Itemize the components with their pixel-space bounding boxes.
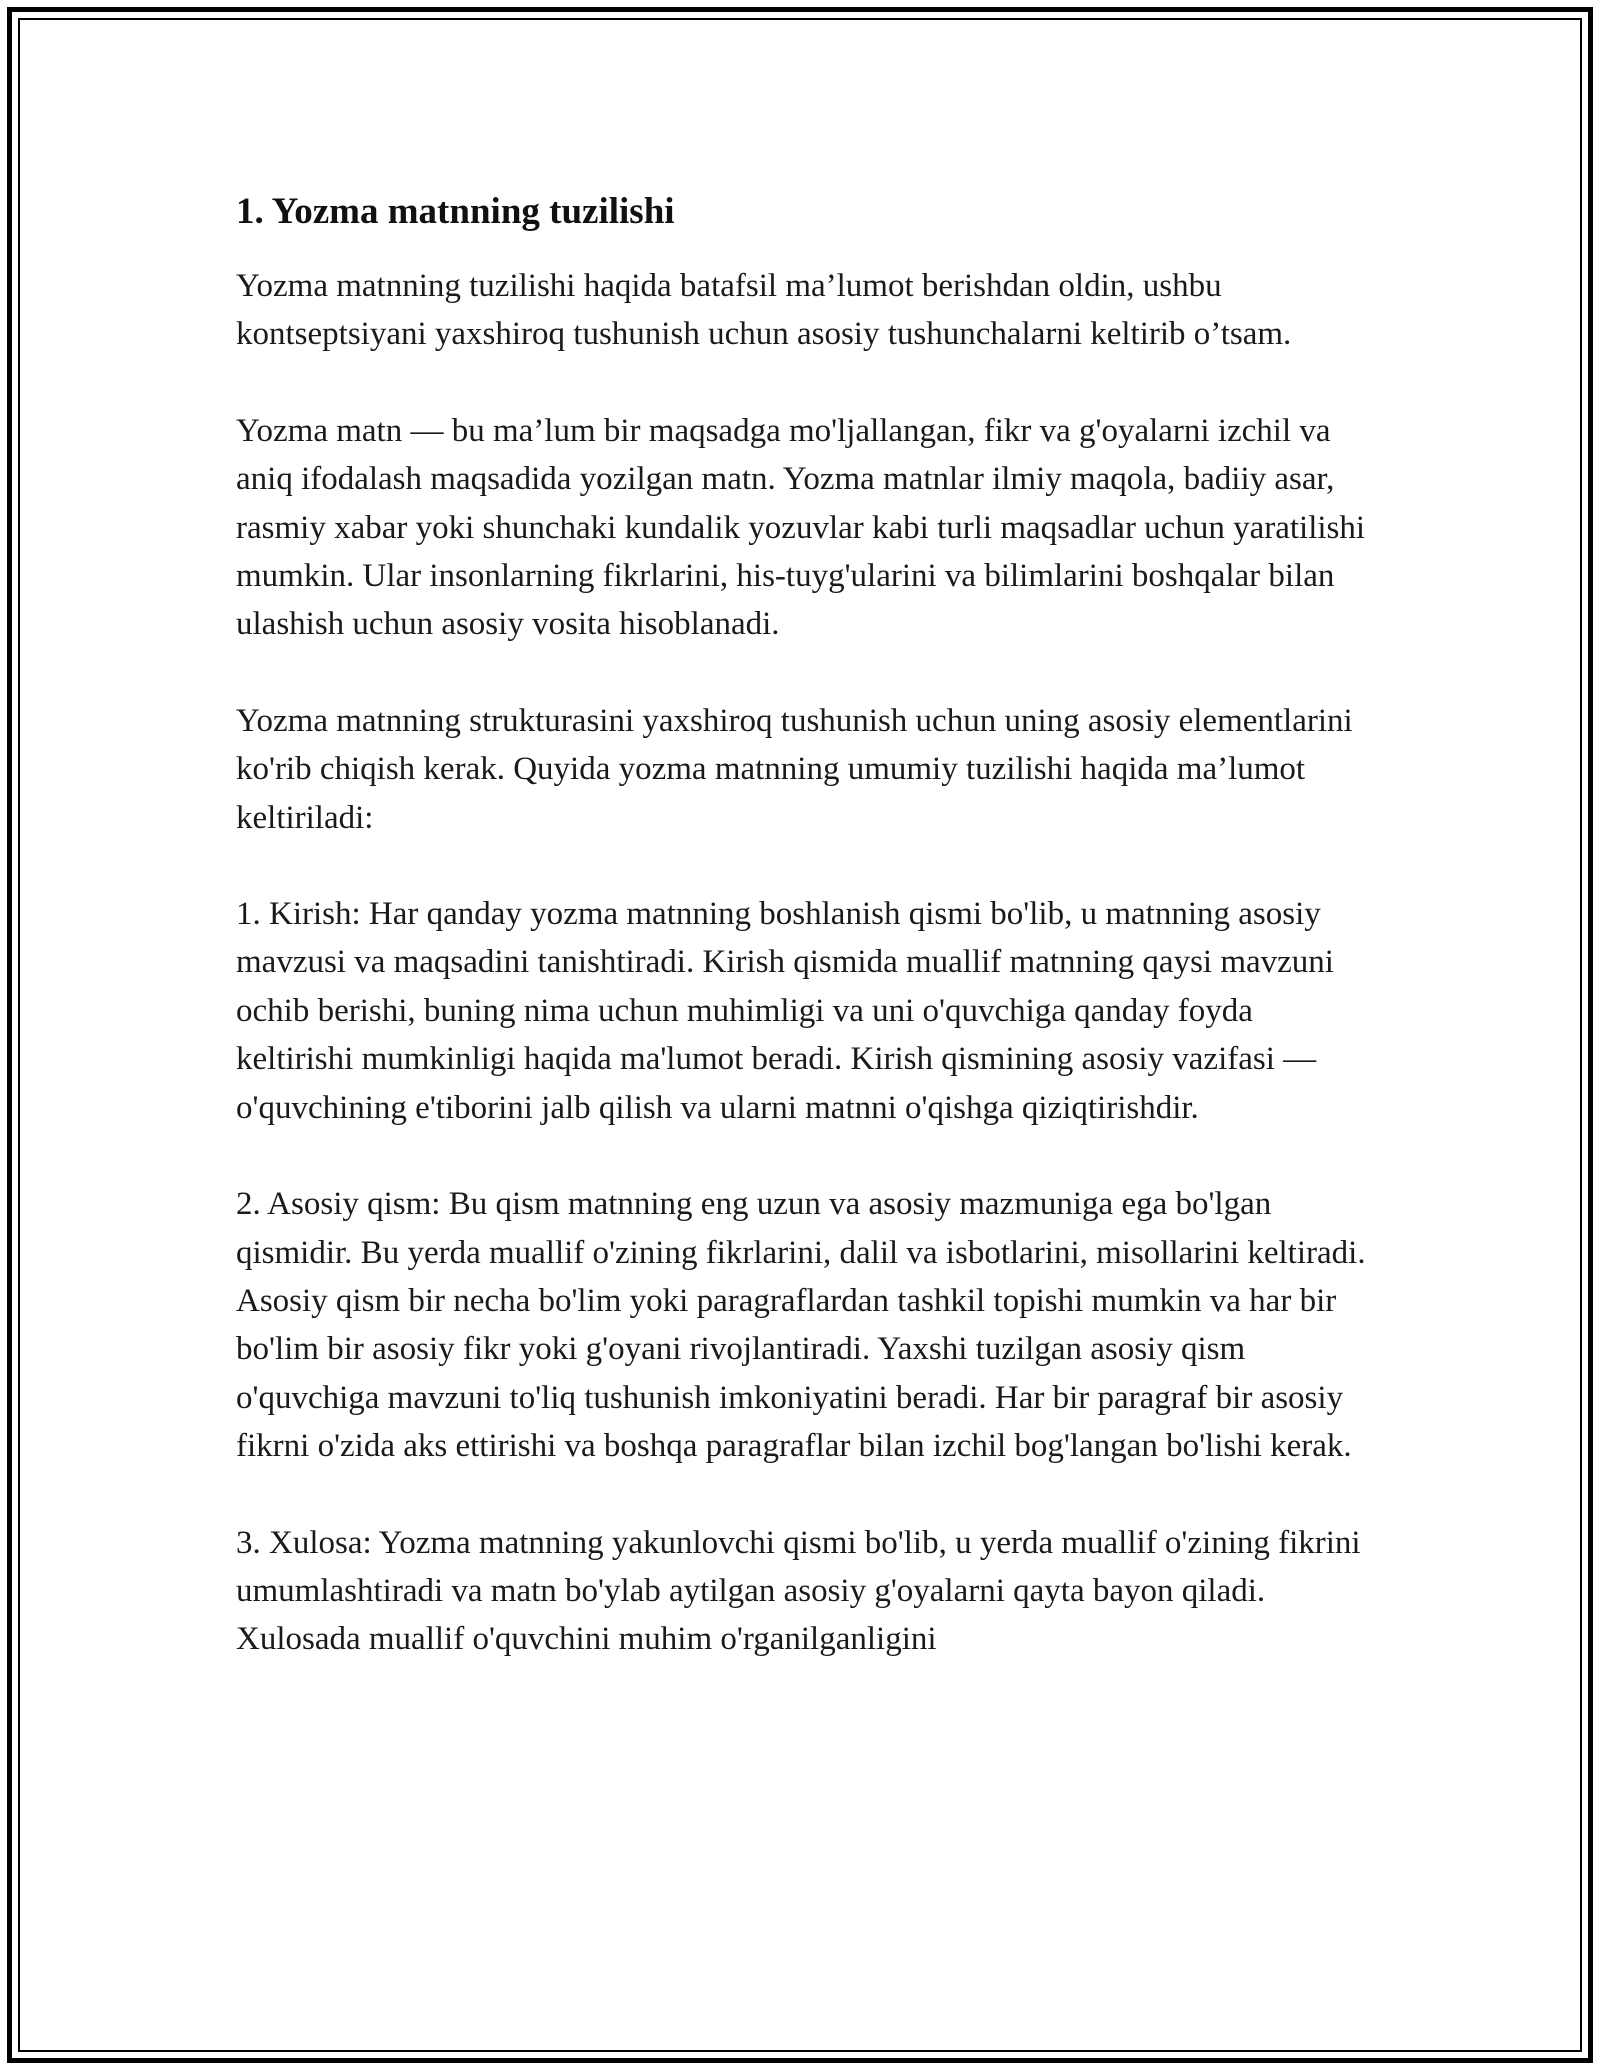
paragraph-structure-overview: Yozma matnning strukturasini yaxshiroq tushunish uchun uning asosiy elementlarini ko'rib chiqish kerak. Quyida yozma matnning umumiy tuzilishi haqida ma’lumot keltiriladi:	[236, 702, 1353, 836]
paragraph-definition: Yozma matn — bu ma’lum bir maqsadga mo'ljallangan, fikr va g'oyalarni izchil va aniq ifodalash maqsadida yozilgan matn. Yozma matnlar ilmiy maqola, badiiy asar, rasmiy xabar yoki shunchaki kundalik yozuvlar kabi turli maqsadlar uchun yaratilishi mumkin. Ular insonlarning fikrlarini, his-tuyg'ularini va bilimlarini boshqalar bilan ulashish uchun asosiy vosita hisoblanadi.	[236, 412, 1366, 643]
paragraph-conclusion-part: 3. Xulosa: Yozma matnning yakunlovchi qismi bo'lib, u yerda muallif o'zining fikrini umumlashtiradi va matn bo'ylab aytilgan asosiy g'oyalarni qayta bayon qiladi. Xulosada muallif o'quvchini muhim o'rganilganligini	[236, 1524, 1361, 1658]
document-body	[236, 186, 1376, 1712]
section-heading: 1. Yozma matnning tuzilishi	[236, 191, 675, 232]
paragraph-intro: Yozma matnning tuzilishi haqida batafsil ma’lumot berishdan oldin, ushbu kontseptsiyani yaxshiroq tushunish uchun asosiy tushunchalarni keltirib o’tsam.	[236, 268, 1292, 353]
paragraph-main-part: 2. Asosiy qism: Bu qism matnning eng uzun va asosiy mazmuniga ega bo'lgan qismidir. Bu yerda muallif o'zining fikrlarini, dalil va isbotlarini, misollarini keltiradi. Asosiy qism bir necha bo'lim yoki paragraflardan tashkil topishi mumkin va har bir bo'lim bir asosiy fikr yoki g'oyani rivojlantiradi. Yaxshi tuzilgan asosiy qism o'quvchiga mavzuni to'liq tushunish imkoniyatini beradi. Har bir paragraf bir asosiy fikrni o'zida aks ettirishi va boshqa paragraflar bilan izchil bog'langan bo'lishi kerak.	[236, 1186, 1366, 1465]
paragraph-introduction-part: 1. Kirish: Har qanday yozma matnning boshlanish qismi bo'lib, u matnning asosiy mavzusi va maqsadini tanishtiradi. Kirish qismida muallif matnning qaysi mavzuni ochib berishi, buning nima uchun muhimligi va uni o'quvchiga qanday foyda keltirishi mumkinligi haqida ma'lumot beradi. Kirish qismining asosiy vazifasi — o'quvchining e'tiborini jalb qilish va ularni matnni o'qishga qiziqtirishdir.	[236, 896, 1334, 1126]
